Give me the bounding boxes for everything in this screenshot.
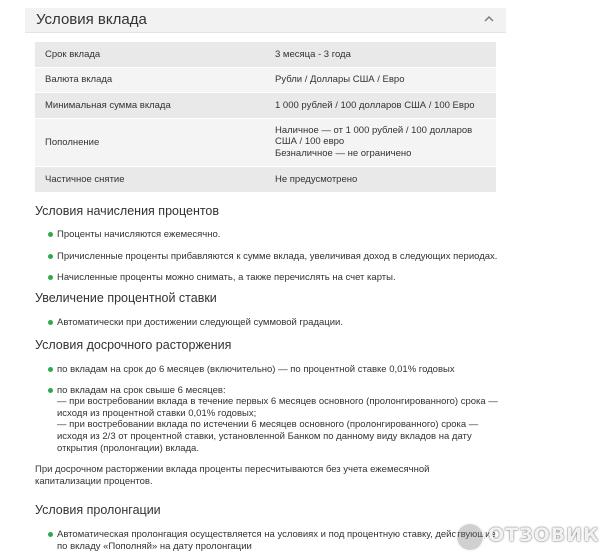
otzovik-watermark (455, 518, 600, 552)
bullet-dot-icon (48, 232, 53, 237)
bullet-dot-icon (48, 388, 53, 393)
term-value-line: США / 100 евро (275, 136, 345, 148)
term-label: Минимальная сумма вклада (35, 92, 265, 118)
list-item: Причисленные проценты прибавляются к сумме вклада, увеличивая доход в следующих периодах. (48, 251, 518, 263)
section-title-rate-increase: Увеличение процентной ставки (35, 291, 217, 305)
list-item: Проценты начисляются ежемесячно. (48, 229, 518, 241)
accordion-title: Условия вклада (36, 11, 147, 28)
chevron-up-icon[interactable] (482, 12, 496, 26)
accordion-header[interactable] (25, 8, 506, 33)
early-termination-list (48, 364, 518, 454)
term-value-line: Безналичное — не ограничено (275, 147, 412, 159)
term-label: Валюта вклада (35, 67, 265, 92)
prolongation-list (48, 529, 518, 552)
table-row (35, 42, 496, 67)
watermark-text: ОТЗОВИК (488, 524, 600, 546)
table-row (35, 118, 496, 166)
interest-list (48, 229, 518, 284)
terms-table (35, 42, 496, 193)
list-item: Начисленные проценты можно снимать, а также перечислять на счет карты. (48, 272, 518, 284)
term-value-line: Наличное — от 1 000 рублей / 100 долларов (275, 124, 473, 136)
bullet-dot-icon (48, 532, 53, 537)
list-item: по вкладам на срок до 6 месяцев (включительно) — по процентной ставке 0,01% годовых (48, 364, 518, 376)
term-label: Частичное снятие (35, 166, 265, 192)
bullet-dot-icon (48, 320, 53, 325)
term-value: Не предусмотрено (265, 166, 496, 192)
table-row (35, 166, 496, 192)
term-value (265, 118, 496, 166)
term-label: Срок вклада (35, 42, 265, 67)
section-title-early-termination: Условия досрочного расторжения (35, 338, 232, 352)
term-value: Рубли / Доллары США / Евро (265, 67, 496, 92)
rate-increase-list (48, 317, 518, 329)
table-row (35, 67, 496, 92)
bullet-dot-icon (48, 275, 53, 280)
term-value: 1 000 рублей / 100 долларов США / 100 Евро (265, 92, 496, 118)
term-value: 3 месяца - 3 года (265, 42, 496, 67)
list-item: Автоматическая пролонгация осуществляется на условиях и под процентную ставку, действующие по вкладу «Пополняй» на дату пролонгации (48, 529, 518, 552)
otzovik-logo-icon (455, 522, 485, 552)
table-row (35, 92, 496, 118)
list-item: Автоматически при достижении следующей суммовой градации. (48, 317, 518, 329)
bullet-dot-icon (48, 367, 53, 372)
bullet-dot-icon (48, 254, 53, 259)
term-label: Пополнение (35, 118, 265, 166)
section-title-prolongation: Условия пролонгации (35, 503, 161, 517)
early-termination-note: При досрочном расторжении вклада проценты пересчитываются без учета ежемесячной капитализации процентов. (35, 464, 430, 487)
section-title-interest: Условия начисления процентов (35, 204, 220, 218)
list-item: по вкладам на срок свыше 6 месяцев: — при востребовании вклада в течение первых 6 месяцев основного (пролонгированного) срока — исходя из процентной ставки 0,01% годовых; — при востребовании вклада по истечении 6 месяцев основного (пролонгированного) срока — исходя из 2/3 от процентной ставки, установленной Банком по данному виду вкладов на дату открытия (пролонгации) вклада. (48, 385, 518, 455)
